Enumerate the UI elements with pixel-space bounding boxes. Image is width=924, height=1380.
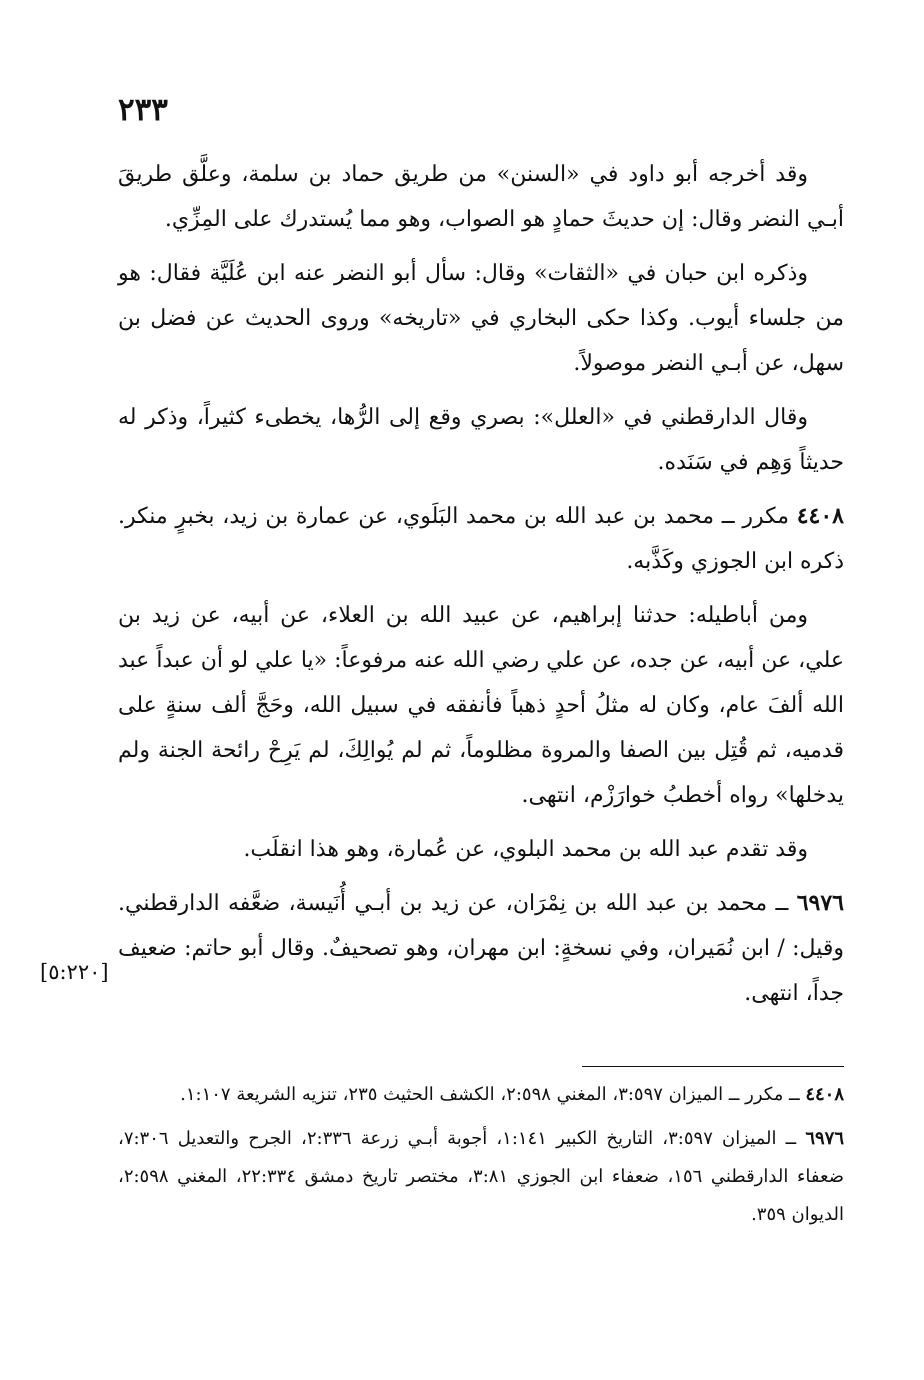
paragraph: وقال الدارقطني في «العلل»: بصري وقع إلى الرُّها، يخطىء كثيراً، وذكر له حديثاً وَهِم في سَنَده. (118, 405, 844, 475)
footnote-text: ــ مكرر ــ الميزان ٣:٥٩٧، المغني ٢:٥٩٨، الكشف الحثيث ٢٣٥، تنزيه الشريعة ١:١٠٧. (180, 1084, 806, 1105)
footnote-text: ــ الميزان ٣:٥٩٧، التاريخ الكبير ١:١٤١، أجوبة أبـي زرعة ٢:٣٣٦، الجرح والتعديل ٧:٣٠٦، ضعفاء الدارقطني ١٥٦، ضعفاء ابن الجوزي ٣:٨١، مختصر تاريخ دمشق ٢٢:٣٣٤، المغني ٢:٥٩٨، الديوان ٣٥٩. (118, 1128, 844, 1225)
footnote (118, 1120, 844, 1234)
entry-number: ٤٤٠٨ (796, 503, 844, 529)
entry-6976 (118, 881, 844, 1016)
main-text (118, 152, 844, 1025)
footnote-number: ٦٩٧٦ (805, 1128, 845, 1149)
entry-4408 (118, 494, 844, 584)
entry-number: ٦٩٧٦ (796, 890, 844, 916)
footnote (118, 1076, 844, 1114)
footnote-divider (582, 1066, 844, 1067)
page-number: ٢٣٣ (118, 92, 168, 128)
paragraph: وقد تقدم عبد الله بن محمد البلوي، عن عُمارة، وهو هذا انقلَب. (243, 837, 808, 862)
margin-reference: [٥:٢٢٠] (40, 960, 109, 984)
footnote-number: ٤٤٠٨ (805, 1084, 844, 1105)
paragraph: وقد أخرجه أبو داود في «السنن» من طريق حماد بن سلمة، وعلَّق طريقَ أبـي النضر وقال: إن حديثَ حمادٍ هو الصواب، وهو مما يُستدرك على المِزِّي. (118, 162, 844, 232)
paragraph: وذكره ابن حبان في «الثقات» وقال: سأل أبو النضر عنه ابن عُلَيَّة فقال: هو من جلساء أيوب. وكذا حكى البخاري في «تاريخه» وروى الحديث عن فضل بن سهل، عن أبـي النضر موصولاً. (118, 261, 844, 376)
footnotes (118, 1076, 844, 1240)
entry-text: مكرر ــ محمد بن عبد الله بن محمد البَلَوي، عن عمارة بن زيد، بخبرٍ منكر. ذكره ابن الجوزي وكَذَّبه. (118, 504, 844, 574)
entry-text: ــ محمد بن عبد الله بن نِمْرَان، عن زيد بن أبـي أُنَيسة، ضعَّفه الدارقطني. وقيل: / ابن نُمَيران، وفي نسخةٍ: ابن مهران، وهو تصحيفٌ. وقال أبو حاتم: ضعيف جداً، انتهى. (118, 891, 844, 1006)
paragraph: ومن أباطيله: حدثنا إبراهيم، عن عبيد الله بن العلاء، عن أبيه، عن زيد بن علي، عن أبيه، عن جده، عن علي رضي الله عنه مرفوعاً: «يا علي لو أن عبداً عبد الله ألفَ عام، وكان له مثلُ أحدٍ ذهباً فأنفقه في سبيل الله، وحَجَّ ألف سنةٍ على قدميه، ثم قُتِل بين الصفا والمروة مظلوماً، ثم لم يُوالِكَ، لم يَرِحْ رائحة الجنة ولم يدخلها» رواه أخطبُ خوارَزْم، انتهى. (118, 603, 844, 808)
